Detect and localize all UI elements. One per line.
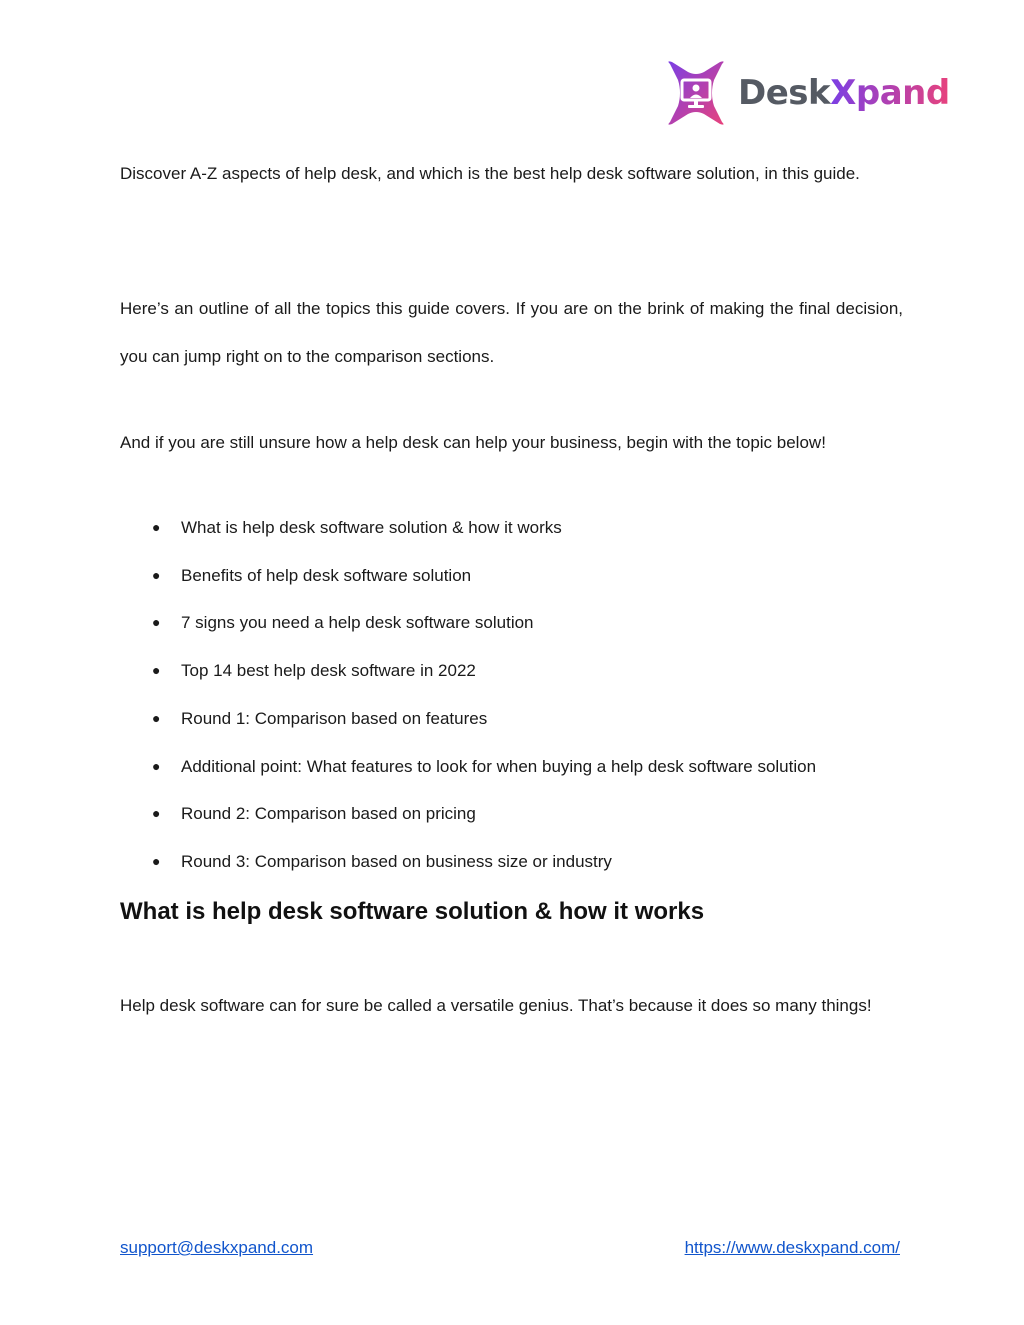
page-footer: [120, 1238, 900, 1258]
support-email-link[interactable]: support@deskxpand.com: [120, 1238, 314, 1257]
intro-paragraph-2: Here’s an outline of all the topics this guide covers. If you are on the brink of making the final decision, you can jump right on to the comparison sections.: [120, 299, 903, 366]
list-item: ● Benefits of help desk software solution: [120, 552, 903, 600]
list-item: ● Round 1: Comparison based on features: [120, 695, 903, 743]
list-item: ● Top 14 best help desk software in 2022: [120, 647, 903, 695]
list-item: ● Round 2: Comparison based on pricing: [120, 790, 903, 838]
monitor-presenter-icon: [664, 60, 728, 126]
list-item: ● Additional point: What features to look for when buying a help desk software solution: [120, 743, 903, 791]
logo-wordmark: [738, 73, 950, 113]
section-heading: What is help desk software solution & how it works: [120, 898, 705, 925]
intro-paragraph-3: And if you are still unsure how a help desk can help your business, begin with the topic below!: [120, 433, 826, 452]
section-paragraph: Help desk software can for sure be called a versatile genius. That’s because it does so many things!: [120, 996, 872, 1015]
list-item: ● What is help desk software solution & how it works: [120, 504, 903, 552]
list-item: ● Round 3: Comparison based on business size or industry: [120, 838, 903, 886]
document-body: [120, 150, 903, 1015]
website-link[interactable]: https://www.deskxpand.com/: [684, 1238, 900, 1257]
intro-paragraph-1: Discover A-Z aspects of help desk, and which is the best help desk software solution, in this guide.: [120, 164, 860, 183]
topic-outline-list: [120, 504, 903, 886]
logo-text-desk: Desk: [738, 73, 831, 113]
brand-logo: [664, 60, 950, 126]
list-item: ● 7 signs you need a help desk software solution: [120, 599, 903, 647]
logo-text-xpand: Xpand: [830, 73, 950, 113]
